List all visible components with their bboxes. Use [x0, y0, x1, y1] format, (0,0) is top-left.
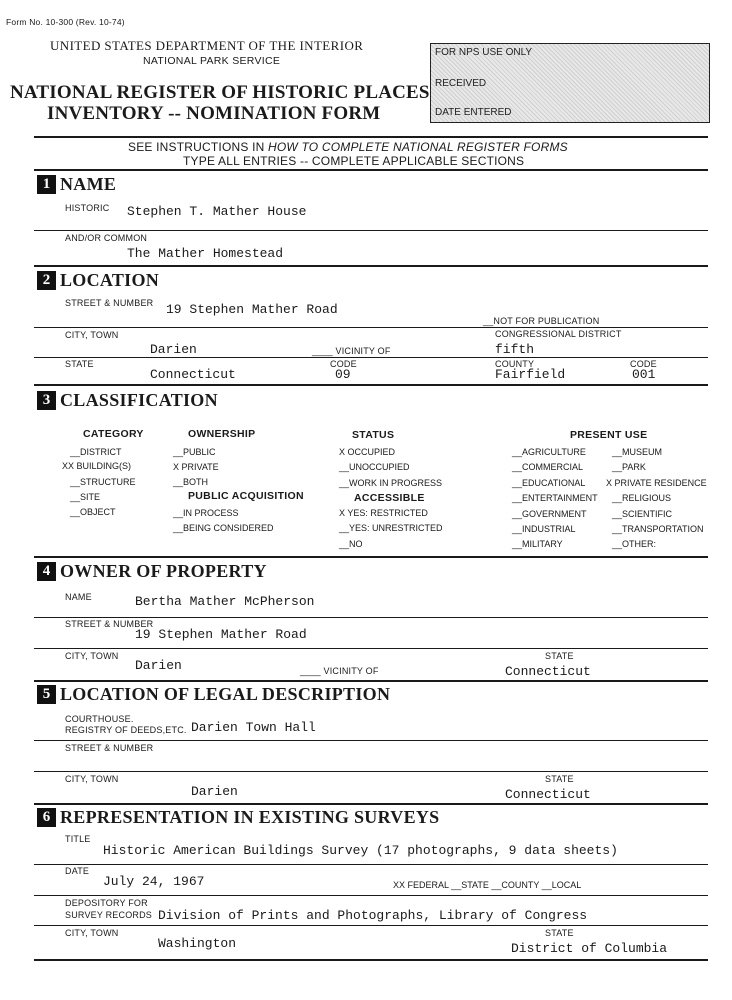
divider [34, 169, 708, 171]
ownership-public[interactable]: __PUBLIC [173, 447, 216, 457]
nps-use-box [430, 43, 710, 123]
use-private-residence[interactable]: X PRIVATE RESIDENCE [606, 478, 707, 488]
use-commercial[interactable]: __COMMERCIAL [512, 462, 584, 472]
divider [34, 556, 708, 558]
status-work-in-progress[interactable]: __WORK IN PROGRESS [339, 478, 443, 488]
service-name: NATIONAL PARK SERVICE [143, 55, 281, 67]
category-object[interactable]: __OBJECT [70, 507, 116, 517]
city-value: Darien [150, 342, 197, 357]
street-value: 19 Stephen Mather Road [166, 302, 338, 317]
divider [34, 617, 708, 618]
section-legal-header: 5 LOCATION OF LEGAL DESCRIPTION [37, 683, 390, 705]
common-name: The Mather Homestead [127, 246, 284, 261]
survey-city-label: CITY, TOWN [65, 928, 119, 938]
owner-name: Bertha Mather McPherson [135, 594, 315, 609]
legal-street-label: STREET & NUMBER [65, 743, 154, 753]
instructions-line-1: SEE INSTRUCTIONS IN HOW TO COMPLETE NATIONAL REGISTER FORMS [128, 140, 568, 154]
depository-label-2: SURVEY RECORDS [65, 910, 152, 920]
acquisition-in-process[interactable]: __IN PROCESS [173, 508, 239, 518]
public-acquisition-heading: PUBLIC ACQUISITION [188, 490, 304, 502]
courthouse-label: COURTHOUSE. [65, 714, 134, 724]
ownership-heading: OWNERSHIP [188, 428, 256, 440]
divider [34, 265, 708, 267]
acquisition-being-considered[interactable]: __BEING CONSIDERED [173, 523, 274, 533]
access-unrestricted[interactable]: __YES: UNRESTRICTED [339, 523, 443, 533]
congressional-value: fifth [495, 342, 535, 357]
category-site[interactable]: __SITE [70, 492, 101, 502]
form-title-2: INVENTORY -- NOMINATION FORM [47, 103, 381, 124]
use-park[interactable]: __PARK [612, 462, 646, 472]
use-museum[interactable]: __MUSEUM [612, 447, 663, 457]
survey-title-label: TITLE [65, 834, 91, 844]
code-label: CODE [330, 359, 357, 369]
survey-date: July 24, 1967 [103, 874, 205, 889]
access-no[interactable]: __NO [339, 539, 363, 549]
owner-city-label: CITY, TOWN [65, 651, 119, 661]
survey-state: District of Columbia [511, 941, 668, 956]
category-buildings[interactable]: XX BUILDING(S) [62, 461, 132, 471]
county-code-value: 001 [632, 367, 656, 382]
divider [34, 925, 708, 926]
historic-label: HISTORIC [65, 203, 110, 213]
divider [34, 327, 708, 328]
use-government[interactable]: __GOVERNMENT [512, 509, 587, 519]
common-label: AND/OR COMMON [65, 233, 148, 243]
divider [34, 959, 708, 961]
legal-state: Connecticut [505, 787, 591, 802]
legal-state-label: STATE [545, 774, 574, 784]
not-for-publication: __NOT FOR PUBLICATION [483, 316, 600, 326]
owner-state: Connecticut [505, 664, 591, 679]
survey-title: Historic American Buildings Survey (17 photographs, 9 data sheets) [103, 843, 618, 858]
use-transportation[interactable]: __TRANSPORTATION [612, 524, 704, 534]
legal-city: Darien [191, 784, 238, 799]
accessible-heading: ACCESSIBLE [354, 492, 425, 504]
street-label: STREET & NUMBER [65, 298, 154, 308]
survey-city: Washington [158, 936, 237, 951]
section-owner-header: 4 OWNER OF PROPERTY [37, 560, 267, 582]
code-value: 09 [335, 367, 351, 382]
divider [34, 864, 708, 865]
registry-label: REGISTRY OF DEEDS,ETC. [65, 725, 187, 735]
use-educational[interactable]: __EDUCATIONAL [512, 478, 586, 488]
category-heading: CATEGORY [83, 428, 144, 440]
depository-label-1: DEPOSITORY FOR [65, 898, 148, 908]
owner-vicinity: ____ VICINITY OF [300, 666, 379, 676]
state-value: Connecticut [150, 367, 236, 382]
survey-state-label: STATE [545, 928, 574, 938]
owner-state-label: STATE [545, 651, 574, 661]
access-restricted[interactable]: X YES: RESTRICTED [339, 508, 428, 518]
divider [34, 740, 708, 741]
form-number: Form No. 10-300 (Rev. 10-74) [6, 17, 125, 27]
date-entered-label: DATE ENTERED [435, 107, 512, 118]
present-use-heading: PRESENT USE [570, 429, 648, 441]
use-scientific[interactable]: __SCIENTIFIC [612, 509, 673, 519]
state-label: STATE [65, 359, 94, 369]
ownership-both[interactable]: __BOTH [173, 477, 209, 487]
use-military[interactable]: __MILITARY [512, 539, 563, 549]
registry-value: Darien Town Hall [191, 720, 316, 735]
use-agriculture[interactable]: __AGRICULTURE [512, 447, 586, 457]
county-label: COUNTY [495, 359, 535, 369]
section-surveys-header: 6 REPRESENTATION IN EXISTING SURVEYS [37, 806, 440, 828]
nps-use-label: FOR NPS USE ONLY [435, 47, 533, 58]
owner-city: Darien [135, 658, 182, 673]
category-structure[interactable]: __STRUCTURE [70, 477, 136, 487]
use-other[interactable]: __OTHER: [612, 539, 657, 549]
depository-value: Division of Prints and Photographs, Library of Congress [158, 908, 588, 923]
city-label: CITY, TOWN [65, 330, 119, 340]
vicinity-label: ____ VICINITY OF [312, 346, 391, 356]
divider [34, 357, 708, 358]
county-code-label: CODE [630, 359, 657, 369]
divider [34, 680, 708, 682]
section-location-header: 2 LOCATION [37, 269, 159, 291]
divider [34, 230, 708, 231]
use-religious[interactable]: __RELIGIOUS [612, 493, 672, 503]
status-unoccupied[interactable]: __UNOCCUPIED [339, 462, 410, 472]
survey-level[interactable]: XX FEDERAL __STATE __COUNTY __LOCAL [393, 880, 582, 890]
divider [34, 803, 708, 805]
category-district[interactable]: __DISTRICT [70, 447, 122, 457]
legal-city-label: CITY, TOWN [65, 774, 119, 784]
department-name: UNITED STATES DEPARTMENT OF THE INTERIOR [50, 38, 364, 53]
ownership-private[interactable]: X PRIVATE [173, 462, 219, 472]
status-occupied[interactable]: X OCCUPIED [339, 447, 396, 457]
survey-date-label: DATE [65, 866, 90, 876]
divider [34, 384, 708, 386]
section-classification-header: 3 CLASSIFICATION [37, 389, 218, 411]
use-industrial[interactable]: __INDUSTRIAL [512, 524, 576, 534]
county-value: Fairfield [495, 367, 566, 382]
instructions-line-2: TYPE ALL ENTRIES -- COMPLETE APPLICABLE SECTIONS [183, 154, 525, 168]
divider [34, 648, 708, 649]
received-label: RECEIVED [435, 78, 487, 89]
divider [34, 771, 708, 772]
use-entertainment[interactable]: __ENTERTAINMENT [512, 493, 598, 503]
divider [34, 136, 708, 138]
owner-street: 19 Stephen Mather Road [135, 627, 307, 642]
historic-name: Stephen T. Mather House [127, 204, 307, 219]
owner-name-label: NAME [65, 592, 92, 602]
form-title-1: NATIONAL REGISTER OF HISTORIC PLACES [10, 82, 430, 103]
section-name-header: 1 NAME [37, 173, 116, 195]
status-heading: STATUS [352, 429, 395, 441]
divider [34, 895, 708, 896]
owner-street-label: STREET & NUMBER [65, 619, 154, 629]
congressional-label: CONGRESSIONAL DISTRICT [495, 329, 622, 339]
